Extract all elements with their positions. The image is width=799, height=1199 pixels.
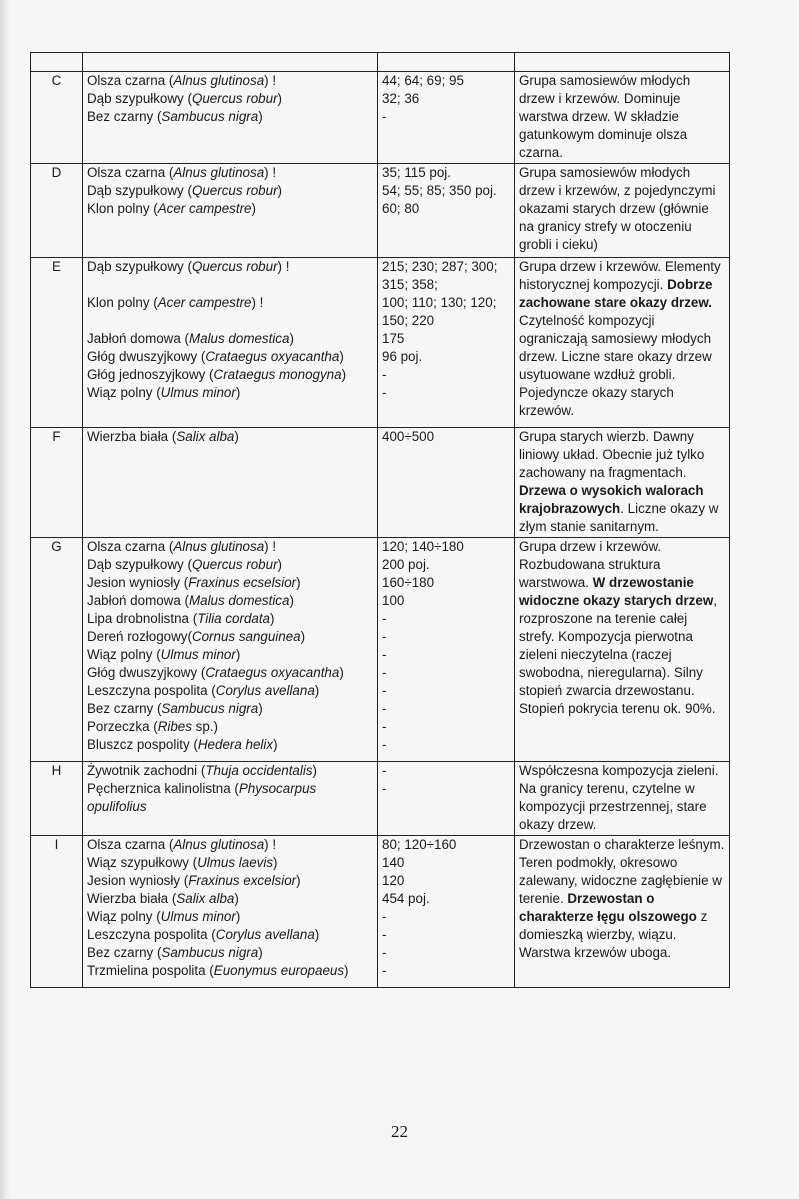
species-latin-name: Ribes <box>157 719 192 734</box>
species-latin-name: Ulmus minor <box>160 647 236 662</box>
species-line <box>87 182 373 200</box>
header-cell-dimensions <box>378 53 515 72</box>
species-common-name: Wiąz szypułkowy ( <box>87 855 198 870</box>
species-latin-name: Ulmus minor <box>160 909 236 924</box>
description-emphasis: Dobrze zachowane stare okazy drzew. <box>519 277 713 310</box>
species-suffix: ) <box>273 737 278 752</box>
species-cell <box>83 538 378 762</box>
species-latin-name: Ulmus laevis <box>197 855 274 870</box>
species-latin-name: Crataegus oxyacantha <box>205 665 340 680</box>
species-suffix: ) <box>235 647 241 662</box>
dimension-value: 100; 110; 130; 120; <box>382 295 497 310</box>
species-line <box>87 890 373 908</box>
species-cell <box>83 258 378 428</box>
species-line <box>87 72 373 90</box>
description-text: . Liczne okazy w złym stanie sanitarnym. <box>519 501 719 534</box>
species-common-name: Głóg jednoszyjkowy ( <box>87 367 214 382</box>
species-latin-name: Sambucus nigra <box>161 945 259 960</box>
species-common-name: Dąb szypułkowy ( <box>87 259 192 274</box>
species-latin-name: Alnus glutinosa <box>173 165 265 180</box>
species-latin-name: Malus domestica <box>188 331 290 346</box>
species-suffix: ) <box>312 763 317 778</box>
species-common-name: Porzeczka ( <box>87 719 158 734</box>
species-line <box>87 574 373 592</box>
species-line <box>87 556 373 574</box>
description-text: Grupa drzew i krzewów. Elementy historycznej kompozycji. <box>519 259 721 292</box>
species-latin-name: Quercus robur <box>191 91 278 106</box>
dimension-value: - <box>382 683 387 698</box>
species-line <box>87 538 373 556</box>
species-latin-name: Malus domestica <box>188 593 290 608</box>
species-latin-name: Acer campestre <box>157 201 252 216</box>
table-row <box>31 72 730 164</box>
description-cell <box>515 258 730 428</box>
species-suffix: ) <box>296 575 301 590</box>
description-cell <box>515 164 730 258</box>
dimension-value: - <box>382 737 387 752</box>
species-line <box>87 258 373 276</box>
species-common-name: Dąb szypułkowy ( <box>87 557 192 572</box>
species-line <box>87 348 373 366</box>
dimension-value: 44; 64; 69; 95 <box>382 73 464 88</box>
species-suffix: ) <box>296 873 301 888</box>
dimension-value: - <box>382 763 387 778</box>
species-common-name: Wiąz polny ( <box>87 385 161 400</box>
species-latin-name: Crataegus oxyacantha <box>205 349 340 364</box>
species-line <box>87 592 373 610</box>
table-row <box>31 428 730 538</box>
species-common-name: Lipa drobnolistna ( <box>87 611 198 626</box>
dimension-value: 400÷500 <box>382 429 435 444</box>
species-line <box>87 646 373 664</box>
species-common-name: Klon polny ( <box>87 295 158 310</box>
species-latin-name: Physocarpus <box>238 781 317 796</box>
species-line <box>87 628 373 646</box>
species-latin-name: Alnus glutinosa <box>173 837 265 852</box>
species-suffix: ) ! <box>264 73 277 88</box>
species-suffix: ) ! <box>251 295 264 310</box>
species-common-name: Dąb szypułkowy ( <box>87 91 192 106</box>
dimension-value: 140 <box>382 855 405 870</box>
table-row <box>31 258 730 428</box>
species-common-name: Żywotnik zachodni ( <box>87 763 206 778</box>
species-common-name: Jabłoń domowa ( <box>87 331 189 346</box>
dimension-value: - <box>382 701 387 716</box>
species-suffix: ) <box>235 909 241 924</box>
species-suffix: ) <box>234 891 239 906</box>
species-common-name: Wiąz polny ( <box>87 647 161 662</box>
species-common-name: Bluszcz pospolity ( <box>87 737 198 752</box>
dimension-value: - <box>382 927 387 942</box>
species-cell <box>83 762 378 836</box>
species-common-name: Leszczyna pospolita ( <box>87 927 216 942</box>
dimension-value: - <box>382 719 387 734</box>
dimension-value: 54; 55; 85; 350 poj. <box>382 183 497 198</box>
species-common-name: Olsza czarna ( <box>87 837 174 852</box>
dimension-value: - <box>382 611 387 626</box>
species-latin-name: Euonymus europaeus <box>213 963 345 978</box>
species-line <box>87 330 373 348</box>
page-edge-shadow <box>0 0 10 1199</box>
species-line <box>87 736 373 754</box>
vegetation-inventory-table <box>30 52 730 988</box>
species-line <box>87 854 373 872</box>
dimension-value: - <box>382 367 387 382</box>
species-suffix: ) ! <box>264 539 277 554</box>
dimension-value: 454 poj. <box>382 891 430 906</box>
dimensions-cell <box>378 836 515 988</box>
species-common-name: Pęcherznica kalinolistna ( <box>87 781 239 796</box>
species-suffix: ) <box>341 367 347 382</box>
dimensions-cell <box>378 258 515 428</box>
species-latin-name: Ulmus minor <box>160 385 236 400</box>
description-emphasis: W drzewostanie widoczne okazy starych drzew <box>519 575 714 608</box>
description-cell <box>515 538 730 762</box>
dimension-value: 32; 36 <box>382 91 420 106</box>
header-cell-description <box>515 53 730 72</box>
description-text: Drzewostan o charakterze leśnym. Teren podmokły, okresowo zalewany, widoczne zagłębienie w terenie. <box>519 837 725 906</box>
description-text: Grupa samosiewów młodych drzew i krzewów. Dominuje warstwa drzew. W składzie gatunkowym dominuje olsza czarna. <box>519 73 691 160</box>
species-latin-name: Tilia cordata <box>197 611 271 626</box>
species-latin-name: Corylus avellana <box>215 683 315 698</box>
species-common-name: Głóg dwuszyjkowy ( <box>87 349 206 364</box>
zone-id-cell: C <box>31 72 83 164</box>
species-line <box>87 164 373 182</box>
table-header-row <box>31 53 730 72</box>
dimensions-cell <box>378 164 515 258</box>
species-suffix: ) <box>273 855 278 870</box>
species-suffix: ) <box>277 183 282 198</box>
table-row <box>31 762 730 836</box>
species-suffix: sp.) <box>191 719 218 734</box>
species-common-name: Klon polny ( <box>87 201 158 216</box>
dimension-value: 200 poj. <box>382 557 430 572</box>
dimension-value: 120; 140÷180 <box>382 539 464 554</box>
dimension-value: - <box>382 963 387 978</box>
description-text: z domieszką wierzby, wiązu. Warstwa krzewów uboga. <box>519 909 708 960</box>
species-line <box>87 428 373 446</box>
dimensions-cell <box>378 428 515 538</box>
species-common-name: Leszczyna pospolita ( <box>87 683 216 698</box>
species-latin-name: Thuja occidentalis <box>205 763 313 778</box>
species-common-name: Bez czarny ( <box>87 109 162 124</box>
species-common-name: Jesion wyniosły ( <box>87 575 189 590</box>
species-common-name: Trzmielina pospolita ( <box>87 963 214 978</box>
species-common-name: Głóg dwuszyjkowy ( <box>87 665 206 680</box>
species-cell <box>83 164 378 258</box>
species-cell <box>83 836 378 988</box>
species-latin-name: Crataegus monogyna <box>213 367 342 382</box>
dimension-value: - <box>382 909 387 924</box>
species-suffix: ) <box>300 629 306 644</box>
species-latin-name: Salix alba <box>176 429 235 444</box>
species-suffix: ) <box>258 701 263 716</box>
dimension-value: - <box>382 665 387 680</box>
species-line <box>87 682 373 700</box>
zone-id-cell: D <box>31 164 83 258</box>
species-line <box>87 798 373 816</box>
species-line <box>87 294 373 312</box>
zone-id-cell: F <box>31 428 83 538</box>
species-suffix: ) <box>277 557 282 572</box>
species-common-name: Wierzba biała ( <box>87 429 177 444</box>
species-suffix: ) <box>314 927 320 942</box>
description-cell <box>515 836 730 988</box>
description-text: Grupa drzew i krzewów. Rozbudowana struktura warstwowa. <box>519 539 662 590</box>
table-row <box>31 164 730 258</box>
species-latin-name: Sambucus nigra <box>161 701 259 716</box>
zone-id-cell: I <box>31 836 83 988</box>
species-suffix: ) <box>235 385 241 400</box>
dimension-value: 100 <box>382 593 405 608</box>
dimension-value: - <box>382 781 387 796</box>
species-line <box>87 384 373 402</box>
species-suffix: ) <box>277 91 282 106</box>
description-text: Czytelność kompozycji ograniczają samosiewy młodych drzew. Liczne stare okazy drzew usytuowane wzdłuż grobli. Pojedyncze okazy starych krzewów. <box>519 313 712 418</box>
dimension-value: - <box>382 945 387 960</box>
species-line <box>87 962 373 980</box>
species-line <box>87 718 373 736</box>
species-cell <box>83 72 378 164</box>
species-latin-name: opulifolius <box>87 799 147 814</box>
description-text: Grupa samosiewów młodych drzew i krzewów, z pojedynczymi okazami starych drzew (głównie na granicy strefy w otoczeniu grobli i cieku) <box>519 165 716 252</box>
species-suffix: ) <box>314 683 320 698</box>
species-suffix: ) <box>258 945 263 960</box>
description-cell <box>515 72 730 164</box>
species-line <box>87 108 373 126</box>
species-common-name: Jesion wyniosły ( <box>87 873 189 888</box>
species-latin-name: Fraxinus ecselsior <box>188 575 297 590</box>
species-latin-name: Acer campestre <box>157 295 252 310</box>
dimension-value: 35; 115 poj. <box>382 165 451 180</box>
dimension-value: - <box>382 109 387 124</box>
header-cell-species <box>83 53 378 72</box>
species-common-name: Dereń rozłogowy( <box>87 629 192 644</box>
species-line <box>87 762 373 780</box>
dimension-value: - <box>382 629 387 644</box>
species-common-name: Olsza czarna ( <box>87 165 174 180</box>
species-line <box>87 700 373 718</box>
species-latin-name: Quercus robur <box>191 557 278 572</box>
dimension-value: 150; 220 <box>382 313 435 328</box>
species-line <box>87 664 373 682</box>
dimension-value: 80; 120÷160 <box>382 837 457 852</box>
species-line <box>87 836 373 854</box>
dimensions-cell <box>378 762 515 836</box>
dimension-value: 96 poj. <box>382 349 423 364</box>
table-body <box>31 53 730 988</box>
species-common-name: Dąb szypułkowy ( <box>87 183 192 198</box>
dimension-value: 175 <box>382 331 405 346</box>
species-latin-name: Alnus glutinosa <box>173 539 265 554</box>
species-suffix: ) <box>289 331 294 346</box>
species-line <box>87 944 373 962</box>
species-common-name: Olsza czarna ( <box>87 73 174 88</box>
species-common-name: Wierzba biała ( <box>87 891 177 906</box>
species-line <box>87 908 373 926</box>
species-line <box>87 90 373 108</box>
species-suffix: ) <box>339 665 344 680</box>
description-cell <box>515 762 730 836</box>
species-line <box>87 312 373 330</box>
table-row <box>31 538 730 762</box>
species-latin-name: Quercus robur <box>191 183 278 198</box>
species-latin-name: Alnus glutinosa <box>173 73 265 88</box>
species-latin-name: Salix alba <box>176 891 235 906</box>
table-row <box>31 836 730 988</box>
dimension-value: 215; 230; 287; 300; <box>382 259 498 274</box>
dimension-value: 60; 80 <box>382 201 420 216</box>
description-emphasis: Drzewa o wysokich walorach krajobrazowych <box>519 483 704 516</box>
species-line <box>87 872 373 890</box>
zone-id-cell: H <box>31 762 83 836</box>
species-suffix: ) ! <box>277 259 290 274</box>
species-common-name: Wiąz polny ( <box>87 909 161 924</box>
species-suffix: ) ! <box>264 837 277 852</box>
description-text: Grupa starych wierzb. Dawny liniowy układ. Obecnie już tylko zachowany na fragmentach. <box>519 429 705 480</box>
species-line <box>87 276 373 294</box>
description-text: , rozproszone na terenie całej strefy. Kompozycja pierwotna zieleni nieczytelna (raczej swobodna, nieregularna). Silny stopień zwarcia drzewostanu. Stopień pokrycia terenu ok. 90%. <box>519 593 717 716</box>
species-latin-name: Sambucus nigra <box>161 109 259 124</box>
dimension-value: 315; 358; <box>382 277 438 292</box>
species-cell <box>83 428 378 538</box>
species-line <box>87 366 373 384</box>
dimensions-cell <box>378 72 515 164</box>
zone-id-cell: E <box>31 258 83 428</box>
species-suffix: ) <box>289 593 294 608</box>
description-text: Współczesna kompozycja zieleni. Na granicy terenu, czytelne w kompozycji przestrzennej, stare okazy drzew. <box>519 763 719 832</box>
species-common-name: Bez czarny ( <box>87 945 162 960</box>
species-suffix: ) <box>234 429 239 444</box>
species-latin-name: Quercus robur <box>191 259 278 274</box>
species-latin-name: Hedera helix <box>197 737 274 752</box>
header-cell-zone <box>31 53 83 72</box>
species-suffix: ) <box>258 109 263 124</box>
page-number: 22 <box>391 1122 408 1141</box>
zone-id-cell: G <box>31 538 83 762</box>
species-common-name: Jabłoń domowa ( <box>87 593 189 608</box>
species-line <box>87 610 373 628</box>
dimension-value: - <box>382 385 387 400</box>
dimensions-cell <box>378 538 515 762</box>
species-latin-name: Cornus sanguinea <box>191 629 301 644</box>
species-line <box>87 200 373 218</box>
species-common-name: Olsza czarna ( <box>87 539 174 554</box>
description-emphasis: Drzewostan o charakterze łęgu olszowego <box>519 891 697 924</box>
species-suffix: ) <box>270 611 275 626</box>
species-suffix: ) <box>251 201 256 216</box>
species-suffix: ) ! <box>264 165 277 180</box>
species-suffix: ) <box>339 349 344 364</box>
description-cell <box>515 428 730 538</box>
species-line <box>87 780 373 798</box>
dimension-value: 120 <box>382 873 405 888</box>
species-suffix: ) <box>344 963 349 978</box>
species-common-name: Bez czarny ( <box>87 701 162 716</box>
species-line <box>87 926 373 944</box>
dimension-value: 160÷180 <box>382 575 435 590</box>
species-latin-name: Fraxinus excelsior <box>188 873 297 888</box>
dimension-value: - <box>382 647 387 662</box>
species-latin-name: Corylus avellana <box>215 927 315 942</box>
